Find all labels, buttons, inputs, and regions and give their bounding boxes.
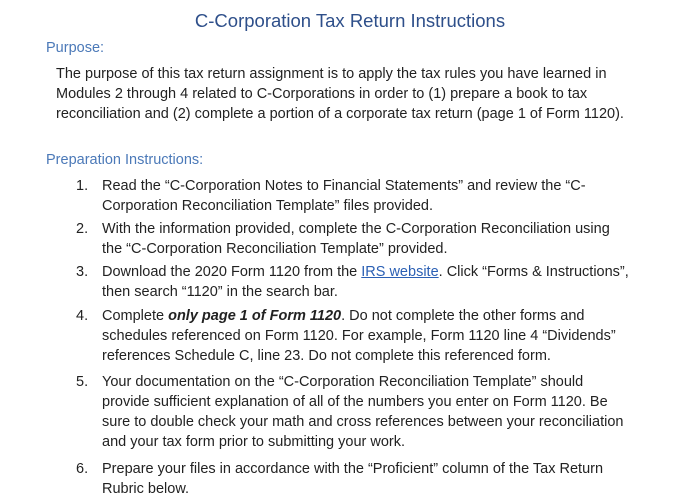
step-number: 6. [76, 461, 89, 477]
step-line: schedules referenced on Form 1120. For example, Form 1120 line 4 “Dividends” [102, 328, 616, 344]
step-line: the “C-Corporation Reconciliation Template” provided. [102, 241, 448, 257]
purpose-line: Modules 2 through 4 related to C-Corporations in order to (1) prepare a book to tax [56, 86, 588, 102]
step-number: 2. [76, 221, 89, 237]
step-number: 3. [76, 264, 89, 280]
step-line: Your documentation on the “C-Corporation Reconciliation Template” should [102, 374, 584, 390]
step-line: Corporation Reconciliation Template” files provided. [102, 198, 433, 214]
purpose-line: The purpose of this tax return assignment is to apply the tax rules you have learned in [56, 66, 607, 82]
step-line: Prepare your files in accordance with the “Proficient” column of the Tax Return [102, 461, 604, 477]
step-text: . Click “Forms & Instructions”, [438, 264, 629, 280]
step-line: then search “1120” in the search bar. [102, 284, 338, 300]
step-line [102, 262, 692, 282]
step-line: provide sufficient explanation of all of the numbers you enter on Form 1120. Be [102, 394, 608, 410]
step-number: 4. [76, 308, 89, 324]
preparation-heading: Preparation Instructions: [46, 152, 204, 168]
emphasis-text: only page 1 of Form 1120 [168, 308, 342, 324]
step-line: Rubric below. [102, 481, 190, 497]
purpose-heading: Purpose: [46, 40, 105, 56]
step-line: Read the “C-Corporation Notes to Financial Statements” and review the “C- [102, 178, 586, 194]
step-line: and your tax form prior to submitting your work. [102, 434, 406, 450]
step-line: With the information provided, complete the C-Corporation Reconciliation using [102, 221, 610, 237]
step-line: references Schedule C, line 23. Do not complete this referenced form. [102, 348, 551, 364]
step-text: Download the 2020 Form 1120 from the [102, 264, 362, 280]
document-title: C-Corporation Tax Return Instructions [194, 10, 506, 31]
step-line [102, 306, 692, 326]
step-line: sure to double check your math and cross references between your reconciliation [102, 414, 624, 430]
purpose-line: reconciliation and (2) complete a portion of a corporate tax return (page 1 of Form 1120). [56, 106, 624, 122]
purpose-paragraph [56, 64, 686, 124]
step-text: Complete [102, 308, 169, 324]
step-text: . Do not complete the other forms and [341, 308, 585, 324]
irs-website-link[interactable]: IRS website [361, 264, 439, 280]
step-number: 1. [76, 178, 89, 194]
step-number: 5. [76, 374, 89, 390]
